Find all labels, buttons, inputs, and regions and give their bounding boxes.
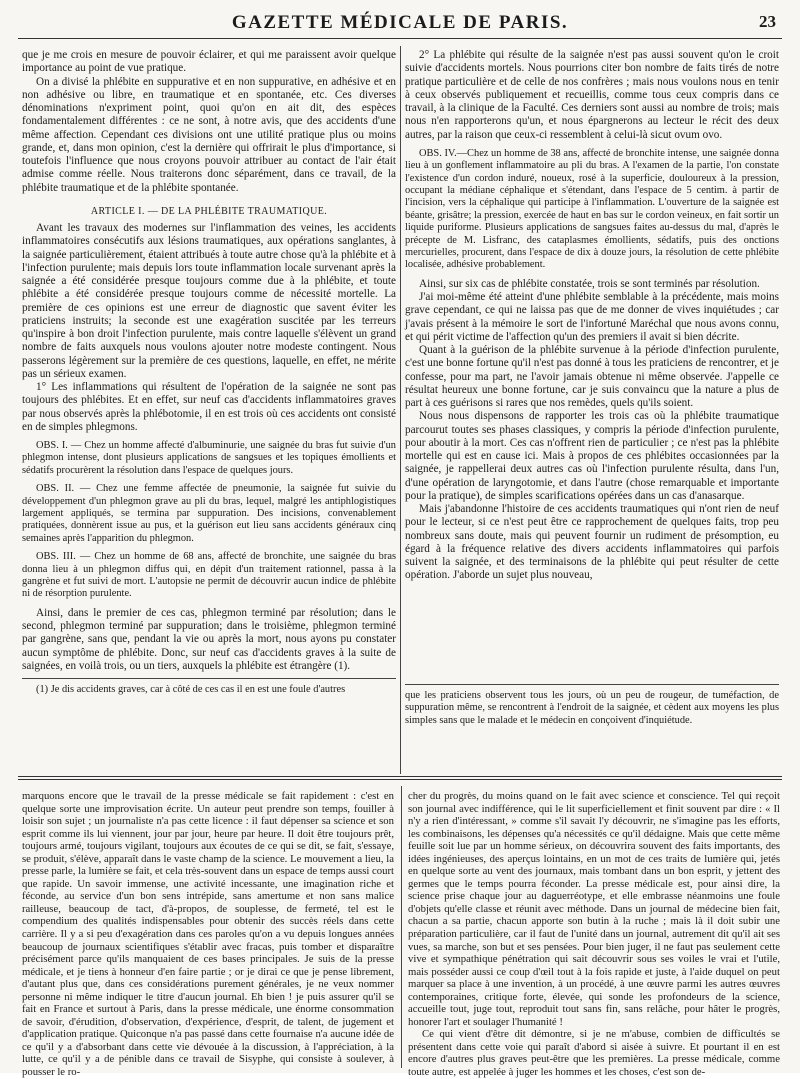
page-header [0, 0, 800, 42]
feuilleton-right [408, 790, 780, 1079]
footnote: (1) Je dis accidents graves, car à côté de ces cas il en est une foule d'autres [36, 684, 346, 696]
feuilleton-text: marquons encore que le travail de la presse médicale se fait rapidement : c'est en quelque sorte une improvisation écrite. Un auteur peut prendre son temps, fouiller à loisir son sujet ; un journaliste n'a pas cette licence : il faut dépenser sa science et son esprit comme ils lui viennent, jour par jour, heure par heure. Il doit être toujours prêt, toujours armé, toujours vigilant, toujours aux écoutes de ce qui se dit, se fait, s'essaye, se produit, s'élève, apparaît dans le vaste champ de la science. Le mouvement a lieu, la presse parle, la lumière se fait, et cela très-souvent dans un espace de temps aussi court que rapide. Un savoir immense, une activité incessante, une imagination riche et féconde, au service d'un bon sens intrépide, sans amertume et non sans malice railleuse, beaucoup de tact, d'à-propos, de souplesse, de fermeté, tel est le compendium des qualités indispensables pour obtenir des succès réels dans cette carrière. Il y a si peu d'exagération dans ces paroles qu'on a vu depuis longues années beaucoup de journaux scientifiques s'établir avec fracas, puis tomber et disparaître précisément parce qu'ils manquaient de ces bases principales. Je suis de la presse médicale, et je tiens à honneur d'en faire partie ; or je dirai ce que je pense librement, d'autant plus que, dans ces considérations purement générales, je ne veux nommer personne ni même indiquer le titre d'aucun journal. Eh bien ! je puis assurer qu'il se fait en France et surtout à Paris, dans la presse médicale, une énorme consommation de savoir, d'érudition, d'observation, d'expérience, d'esprit, de talent, de jugement et d'application pratique. Quiconque n'a pas passé dans cette fournaise n'a aucune idée de ce qu'il y a d'absorbant dans cette vie dévouée à la discussion, à l'appréciation, à la lutte, ce qu'il y a de pénible dans ce travail de Sisyphe, qui consiste à soulever, à pousser le ro- [22, 790, 394, 1079]
journal-title: GAZETTE MÉDICALE DE PARIS. [231, 12, 569, 33]
footnote-text: que les praticiens observent tous les jours, où un peu de rougeur, de tuméfaction, de suppuration même, se rencontrent à l'endroit de la saignée, et cèdent aux moyens les plus simples sans que le malade et le médecin en conçoivent d'inquiétude. [405, 690, 779, 726]
article-heading: ARTICLE I. — DE LA PHLÉBITE TRAUMATIQUE. [90, 205, 328, 217]
feuilleton-left [22, 790, 394, 1079]
paragraph: que je me crois en mesure de pouvoir éclairer, et qui me paraissent avoir quelque importance au point de vue pratique. [22, 49, 396, 75]
header-rule [18, 38, 782, 39]
column-divider [400, 46, 401, 774]
left-column [22, 49, 396, 811]
paragraph: Ainsi, dans le premier de ces cas, phlegmon terminé par résolution; dans le second, phlegmon terminé par suppuration; dans le troisième, phlegmon terminé par gangrène, sans que, pendant la vie ou après la mort, nous ayons pu constater aucun symptôme de phlébite. Donc, sur neuf cas d'accidents graves à la suite de saignées, en voilà trois, ou un tiers, auxquels la phlébite est étrangère (1). [22, 606, 396, 672]
paragraph: Quant à la guérison de la phlébite survenue à la période d'infection purulente, c'est une bonne fortune qu'il n'est pas donné à tous les praticiens de rencontrer, et je confesse, pour ma part, ne l'avoir jamais obtenue ni même observée. J'appelle ce résultat heureux une bonne fortune, car je suis convaincu que la nature a plus de part à ces guérisons si rares que nos remèdes, quels qu'ils soient. [405, 344, 779, 410]
footnote-rule-right [405, 684, 779, 685]
paragraph: 2° La phlébite qui résulte de la saignée n'est pas aussi souvent qu'on le croit suivie d'accidents mortels. Nous pourrions citer bon nombre de faits tirés de notre pratique particulière et de celle de nos confrères ; mais nous voulons nous en tenir à ceux observés publiquement et recueillis, comme tous ceux compris dans ce travail, à la clinique de la Faculté. Ces derniers sont aussi au nombre de trois; mais nous n'en rapporterons qu'un, et nous épargnerons au lecteur le récit des deux autres, par la raison que ceux-ci ressemblent à celui-là sicut ovum ovo. [405, 49, 779, 141]
observation-4: OBS. IV.—Chez un homme de 38 ans, affecté de bronchite intense, une saignée donna lieu à un gonflement inflammatoire au pli du bras. A l'examen de la partie, l'on constate l'existence d'un cordon induré, noueux, rosé à la superficie, douloureux à la pression, occupant la médiane céphalique et s'étendant, dans l'espace de 5 centim. à partir de l'incision, vers la céphalique qui participe à l'inflammation. L'ouverture de la saignée est béante, grisâtre; la pression, exercée de haut en bas sur le cordon veineux, en fait sortir un liquide puriforme. Plusieurs applications de sangsues faites au-dessus du mal, d'après le précepte de M. Lisfranc, des cataplasmes émollients, sédatifs, puis des onctions mercurielles, procurent, dans l'espace de dix à douze jours, la résolution de cette phlébite localisée, adhésive probablement. [405, 147, 779, 271]
paragraph: Mais j'abandonne l'histoire de ces accidents traumatiques qui n'ont rien de neuf pour le lecteur, si ce n'est peut être ce rapprochement de quelques faits, trop peu nombreux sans doute, mais qui peuvent fournir un rudiment de présomption, eu égard à la fréquence relative des divers accidents inflammatoires qui parfois suivent la saignée, et des terminaisons de la phlébite qui peut résulter de cette opération. J'aborde un sujet plus nouveau, [405, 503, 779, 582]
observation-2: OBS. II. — Chez une femme affectée de pneumonie, la saignée fut suivie du développement d'un phlegmon grave au pli du bras, lequel, malgré les antiphlogistiques largement appliqués, se termina par suppuration. Des incisions, convenablement pratiquées, donnèrent issue au pus, et la guérison eut lieu sans accidents généraux cinq semaines après l'apparition du phlegmon. [22, 483, 396, 544]
paragraph: 1° Les inflammations qui résultent de l'opération de la saignée ne sont pas toujours des phlébites. Et en effet, sur neuf cas d'accidents inflammatoires graves par nous observés après la phlébotomie, il en est trois où ces accidents ont consisté en de simples phlegmons. [22, 381, 396, 433]
feuilleton-text: Ce qui vient d'être dit démontre, si je ne m'abuse, combien de difficultés se présentent dans cette voie qui paraît d'abord si aisée à suivre. Et pourtant il en est encore d'autres plus graves peut-être que les premières. La presse médicale, comme toute autre, est appelée à juger les hommes et les choses, c'est son de- [408, 1028, 780, 1079]
feuilleton-rule-double [18, 779, 782, 780]
paragraph: On a divisé la phlébite en suppurative et en non suppurative, en adhésive et en non adhésive ou libre, en traumatique et en spontanée, etc. Ces diverses dénominations n'expriment point, quoi qu'on en ait dit, des espèces fondamentalement différentes : ce ne sont, à notre avis, que des accidents d'une même affection. Cependant ces divisions ont une utilité pratique plus ou moins grande, et, dans mon opinion, c'est la dernière qui offrirait le plus d'importance, si toutefois l'influence que nous croyons pouvoir attribuer au contact de l'air était admise comme réelle. Nous traiterons donc séparément, dans ce travail, de la phlébite traumatique et de la phlébite spontanée. [22, 75, 396, 194]
feuilleton-rule [18, 776, 782, 777]
paragraph: Ainsi, sur six cas de phlébite constatée, trois se sont terminés par résolution. [419, 277, 760, 290]
right-column [405, 49, 779, 681]
footnote-rule [22, 678, 396, 679]
feuilleton-text: cher du progrès, du moins quand on le fait avec science et conscience. Tel qui reçoit son journal avec indifférence, qui le lit superficiellement et finit souvent par dire : « Il n'y a rien d'intéressant, » comme s'il savait l'y découvrir, ne s'imagine pas les efforts, les combinaisons, les dépenses qu'a nécessités ce qu'il dédaigne. Mais que cette même feuille soit lue par un homme sérieux, on découvrira souvent des faits importants, des idées ingénieuses, des aperçus lointains, en un mot de ces traits de lumière qui, jetés en quelque sorte au vent des journaux, mais tombant dans un bon esprit, y jettent des germes que le temps pourra féconder. La presse médicale est, pour ainsi dire, la science prise chaque jour au daguerréotype, et elle embrasse néanmoins une foule d'objets qu'elle classe et réunit avec méthode. Dans un journal de médecine bien fait, chacun a sa partie, chacun apporte son butin à la ruche ; mais là il doit subir une préparation particulière, car il faut de l'unité dans un journal, autrement dit qu'il ait ses vues, sa marche, son but et ses pensées. Pour bien juger, il ne faut pas seulement cette vive et sympathique pénétration qui sait découvrir sous ses voiles le vrai et l'utile, mais posséder aussi ce coup d'œil tout à la fois rapide et juste, à l'aide duquel on peut marquer sa place à une invention, à un procédé, à une œuvre parmi les autres œuvres contemporaines, critique forte, élevée, qui sonde les profondeurs de la science, accueille tout, juge tout, reproduit tout sans fin, sans relâche, pour hâter le progrès, honorer l'art et soulager l'humanité ! [408, 790, 780, 1028]
paragraph: J'ai moi-même été atteint d'une phlébite semblable à la précédente, mais moins grave cependant, ce qui ne laissa pas que de me donner de vives inquiétudes ; car j'avais présent à la mémoire le sort de l'infortuné Maréchal que nous avons connu, et qui périt victime de l'affection qu'un des premiers il avait si bien décrite. [405, 291, 779, 343]
paragraph: Nous nous dispensons de rapporter les trois cas où la phlébite traumatique parcourut toutes ses phases classiques, y compris la période d'infection purulente, pour aboutir à la mort. Ces cas n'offrent rien de particulier ; ce n'est pas la phlébite mortelle qui est en cause ici. Mais à propos de ces phlébites occasionnées par la saignée, je rappellerai deux autres cas où l'infection purulente résulta, dans l'un, d'une opération de laryngotomie, et dans l'autre (chose remarquable et importante pour la pratique), de simples scarifications opérées dans un cas d'anasarque. [405, 410, 779, 502]
footnote-continuation [405, 690, 779, 770]
observation-1: OBS. I. — Chez un homme affecté d'albuminurie, une saignée du bras fut suivie d'un phlegmon intense, dont plusieurs applications de sangsues et les topiques émollients et sédatifs procurèrent la résolution dans l'espace de quelques jours. [22, 440, 396, 476]
paragraph: Avant les travaux des modernes sur l'inflammation des veines, les accidents inflammatoires consécutifs aux lésions traumatiques, aux opérations sanglantes, à la saignée particulièrement, étaient attribués à toute autre chose qu'à la phlébite et à l'infection purulente; mais depuis lors toute inflammation locale survenant après la saignée a été considérée presque toujours comme due à la phlébite, et toute phlébite a été considérée presque toujours comme de nécessité mortelle. La première de ces opinions est une erreur de diagnostic que savent éviter les praticiens instruits; la seconde est une exagération suscitée par les terreurs qu'inspire à bon droit l'infection purulente, mais contre laquelle s'élèvent un grand nombre de faits auxquels nous voulons ajouter notre modeste contingent. Nous passerons légèrement sur la première de ces questions, laquelle, en effet, ne mérite pas un sérieux examen. [22, 222, 396, 380]
feuilleton-divider [401, 786, 402, 1068]
observation-3: OBS. III. — Chez un homme de 68 ans, affecté de bronchite, une saignée du bras donna lieu à un phlegmon diffus qui, en dépit d'un traitement rationnel, passa à la gangrène et fut suivi de mort. L'autopsie ne permit de découvrir aucun indice de phlébite ni de résorption purulente. [22, 551, 396, 600]
page-number: 23 [759, 12, 776, 31]
